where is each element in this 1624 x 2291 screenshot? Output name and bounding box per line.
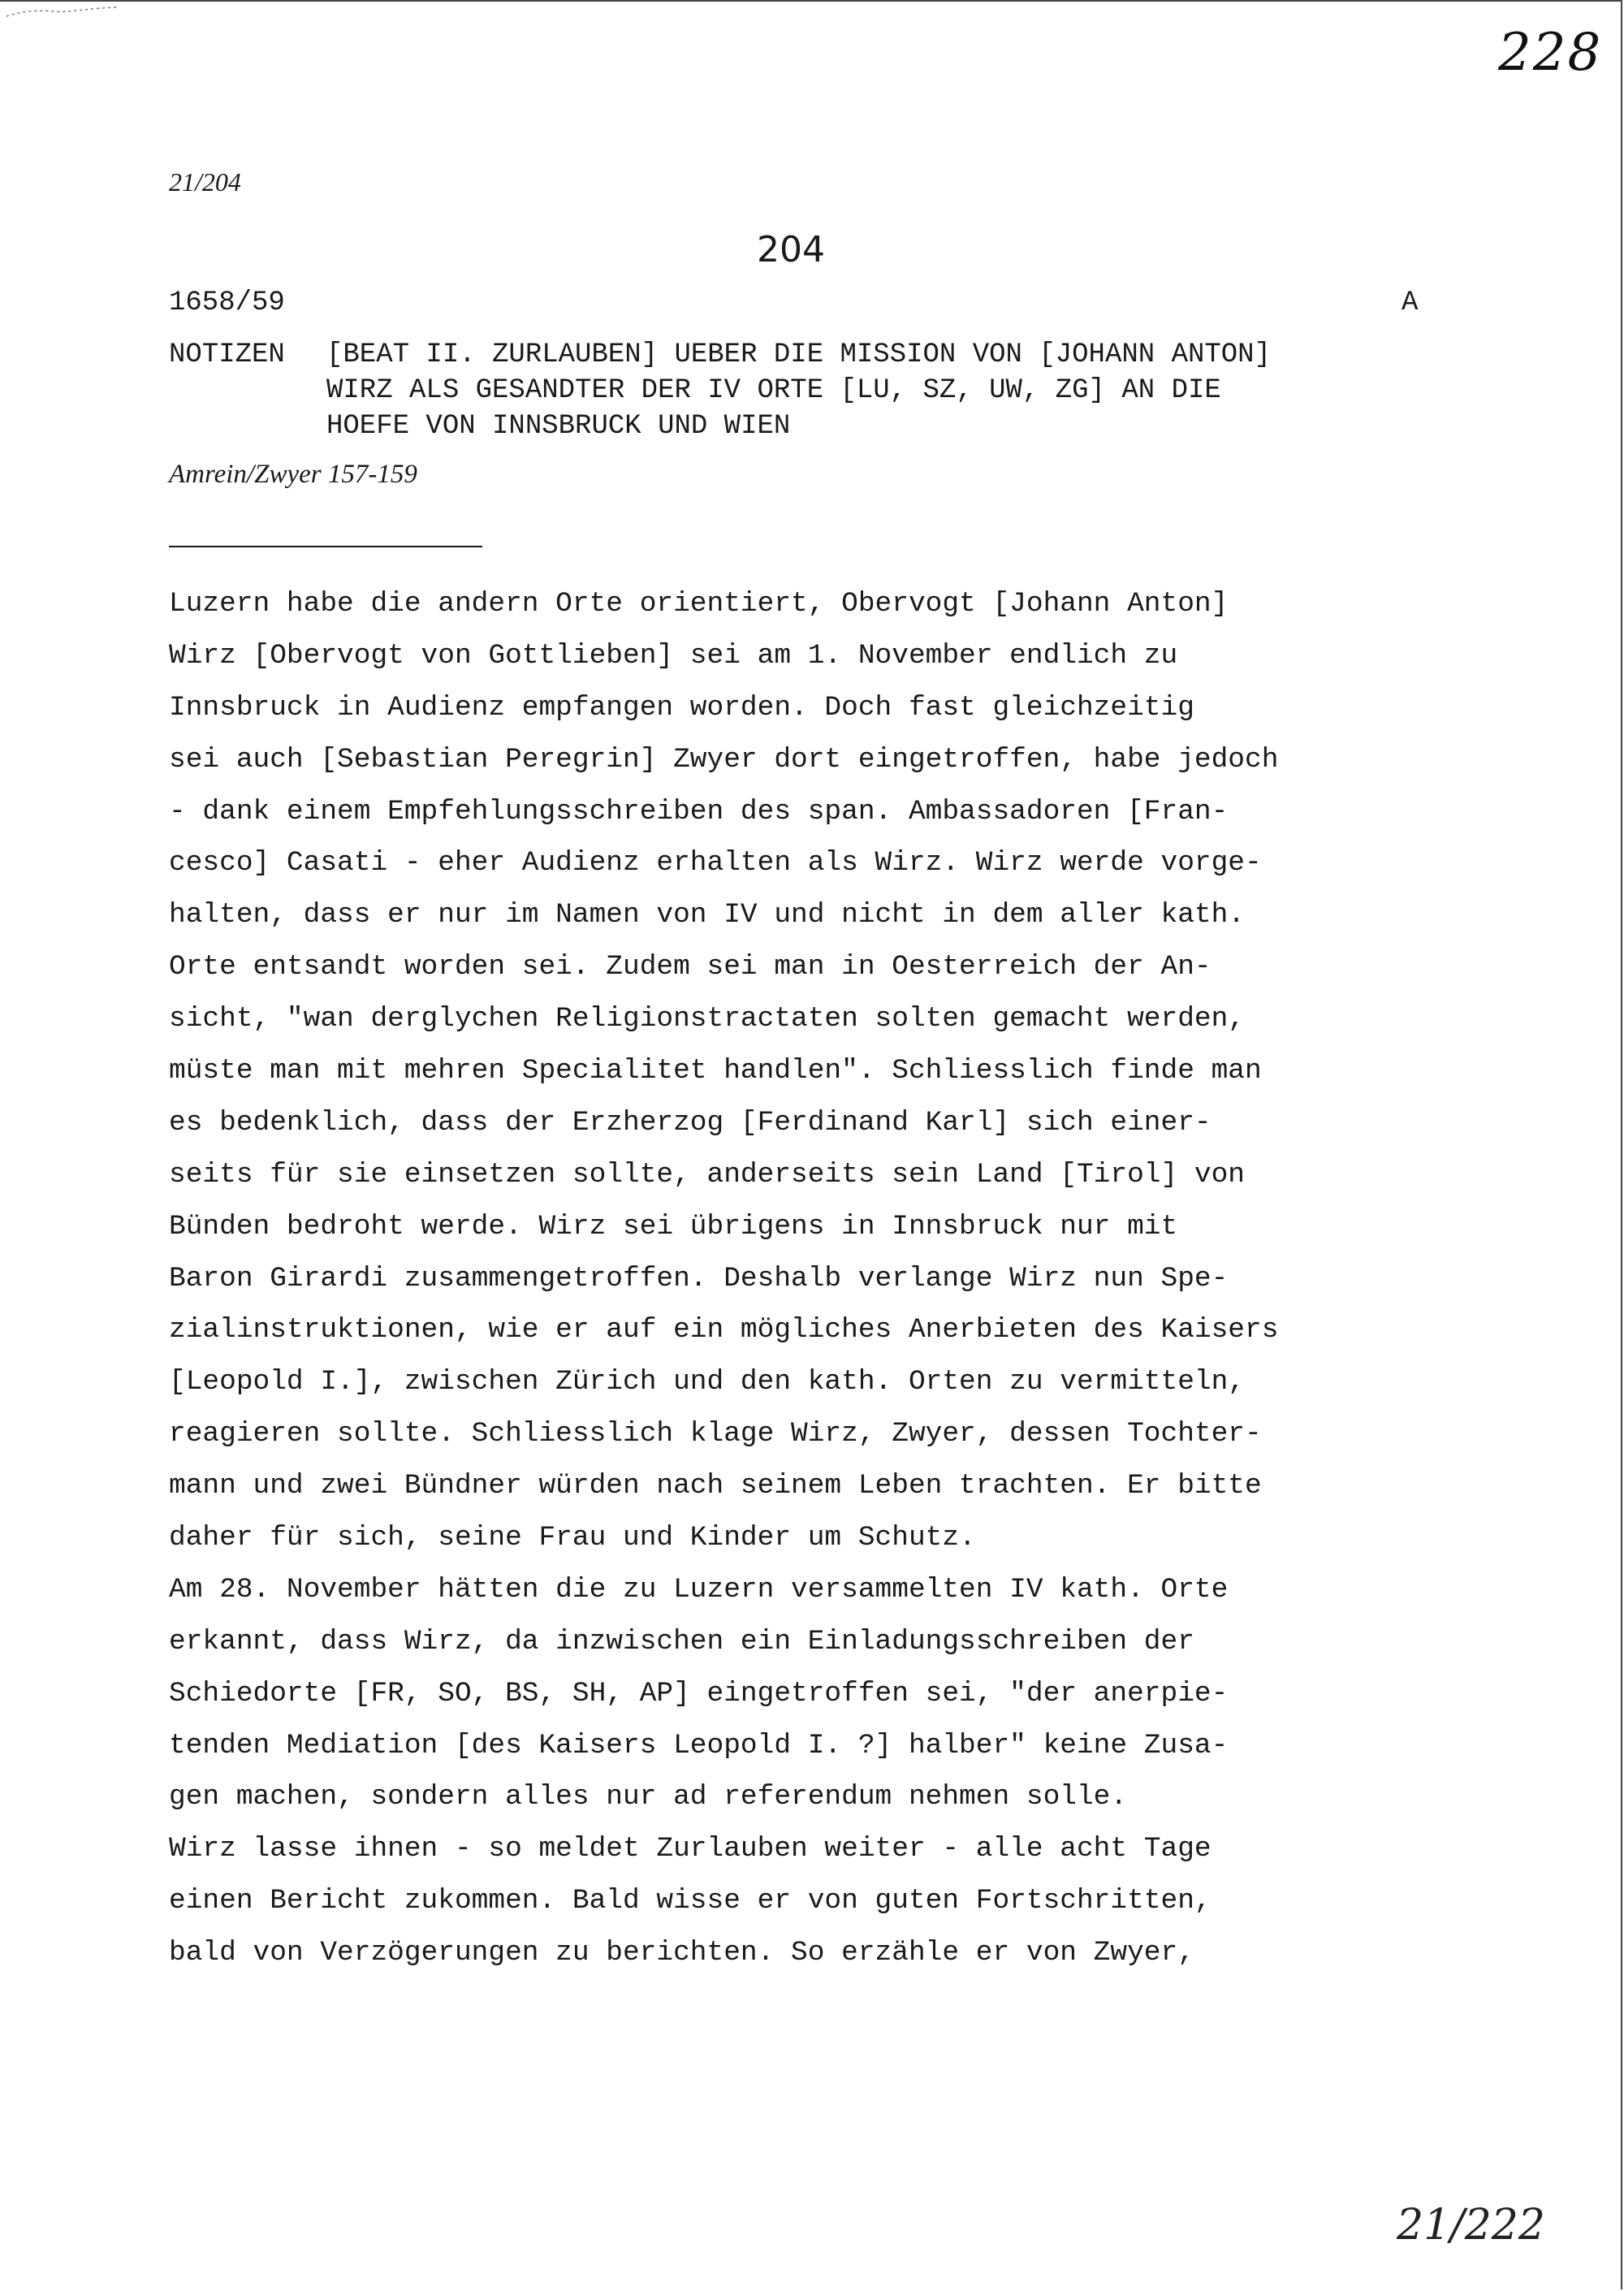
document-date: 1658/59	[169, 287, 285, 318]
body-line: es bedenklich, dass der Erzherzog [Ferdinand Karl] sich einer-	[169, 1106, 1212, 1139]
title-line: [BEAT II. ZURLAUBEN] UEBER DIE MISSION VON [JOHANN ANTON]	[326, 339, 1271, 370]
folio-number-handwritten: 228	[1498, 23, 1603, 83]
archive-stamp-handwritten: 21/222	[1397, 2201, 1545, 2250]
title-label: NOTIZEN	[169, 339, 285, 370]
body-line: cesco] Casati - eher Audienz erhalten als Wirz. Wirz werde vorge-	[169, 847, 1262, 880]
body-line: seits für sie einsetzen sollte, anderseits sein Land [Tirol] von	[169, 1158, 1246, 1191]
body-line: zialinstruktionen, wie er auf ein mögliches Anerbieten des Kaisers	[169, 1314, 1279, 1347]
archive-reference: 21/204	[169, 167, 241, 197]
body-line: Bünden bedroht werde. Wirz sei übrigens in Innsbruck nur mit	[169, 1210, 1178, 1243]
body-line: sei auch [Sebastian Peregrin] Zwyer dort eingetroffen, habe jedoch	[169, 743, 1279, 776]
source-reference: Amrein/Zwyer 157-159	[169, 460, 417, 489]
body-line: Schiedorte [FR, SO, BS, SH, AP] eingetroffen sei, "der anerpie-	[169, 1677, 1229, 1710]
body-line: gen machen, sondern alles nur ad referendum nehmen solle.	[169, 1781, 1128, 1813]
body-line: reagieren sollte. Schliesslich klage Wirz, Zwyer, dessen Tochter-	[169, 1418, 1262, 1450]
body-line: mann und zwei Bündner würden nach seinem Leben trachten. Er bitte	[169, 1470, 1262, 1502]
body-line: [Leopold I.], zwischen Zürich und den kath. Orten zu vermitteln,	[169, 1366, 1246, 1398]
body-line: - dank einem Empfehlungsschreiben des span. Ambassadoren [Fran-	[169, 795, 1229, 828]
title-line: HOEFE VON INNSBRUCK UND WIEN	[326, 411, 791, 442]
document-number: 204	[757, 229, 825, 270]
body-line: einen Bericht zukommen. Bald wisse er von guten Fortschritten,	[169, 1885, 1212, 1917]
body-line: sicht, "wan derglychen Religionstractaten solten gemacht werden,	[169, 1003, 1246, 1035]
body-line: müste man mit mehren Specialitet handlen". Schliesslich finde man	[169, 1055, 1262, 1087]
separator-rule	[169, 546, 482, 547]
body-line: Innsbruck in Audienz empfangen worden. Doch fast gleichzeitig	[169, 691, 1194, 724]
body-text	[169, 578, 1566, 1979]
body-line: Baron Girardi zusammengetroffen. Deshalb verlange Wirz nun Spe-	[169, 1262, 1229, 1295]
corner-scribble	[5, 5, 127, 19]
body-line: Orte entsandt worden sei. Zudem sei man in Oesterreich der An-	[169, 951, 1212, 983]
title-line: WIRZ ALS GESANDTER DER IV ORTE [LU, SZ, UW, ZG] AN DIE	[326, 375, 1221, 406]
body-line: Luzern habe die andern Orte orientiert, Obervogt [Johann Anton]	[169, 588, 1229, 620]
body-line: halten, dass er nur im Namen von IV und nicht in dem aller kath.	[169, 899, 1246, 932]
body-line: tenden Mediation [des Kaisers Leopold I. ?] halber" keine Zusa-	[169, 1729, 1229, 1761]
document-marker: A	[1402, 287, 1419, 318]
body-line: Wirz [Obervogt von Gottlieben] sei am 1. November endlich zu	[169, 639, 1178, 672]
body-line: erkannt, dass Wirz, da inzwischen ein Einladungsschreiben der	[169, 1625, 1194, 1658]
body-line: Am 28. November hätten die zu Luzern versammelten IV kath. Orte	[169, 1573, 1229, 1606]
body-line: bald von Verzögerungen zu berichten. So erzähle er von Zwyer,	[169, 1937, 1194, 1969]
body-line: daher für sich, seine Frau und Kinder um Schutz.	[169, 1522, 976, 1554]
body-line: Wirz lasse ihnen - so meldet Zurlauben weiter - alle acht Tage	[169, 1833, 1212, 1865]
